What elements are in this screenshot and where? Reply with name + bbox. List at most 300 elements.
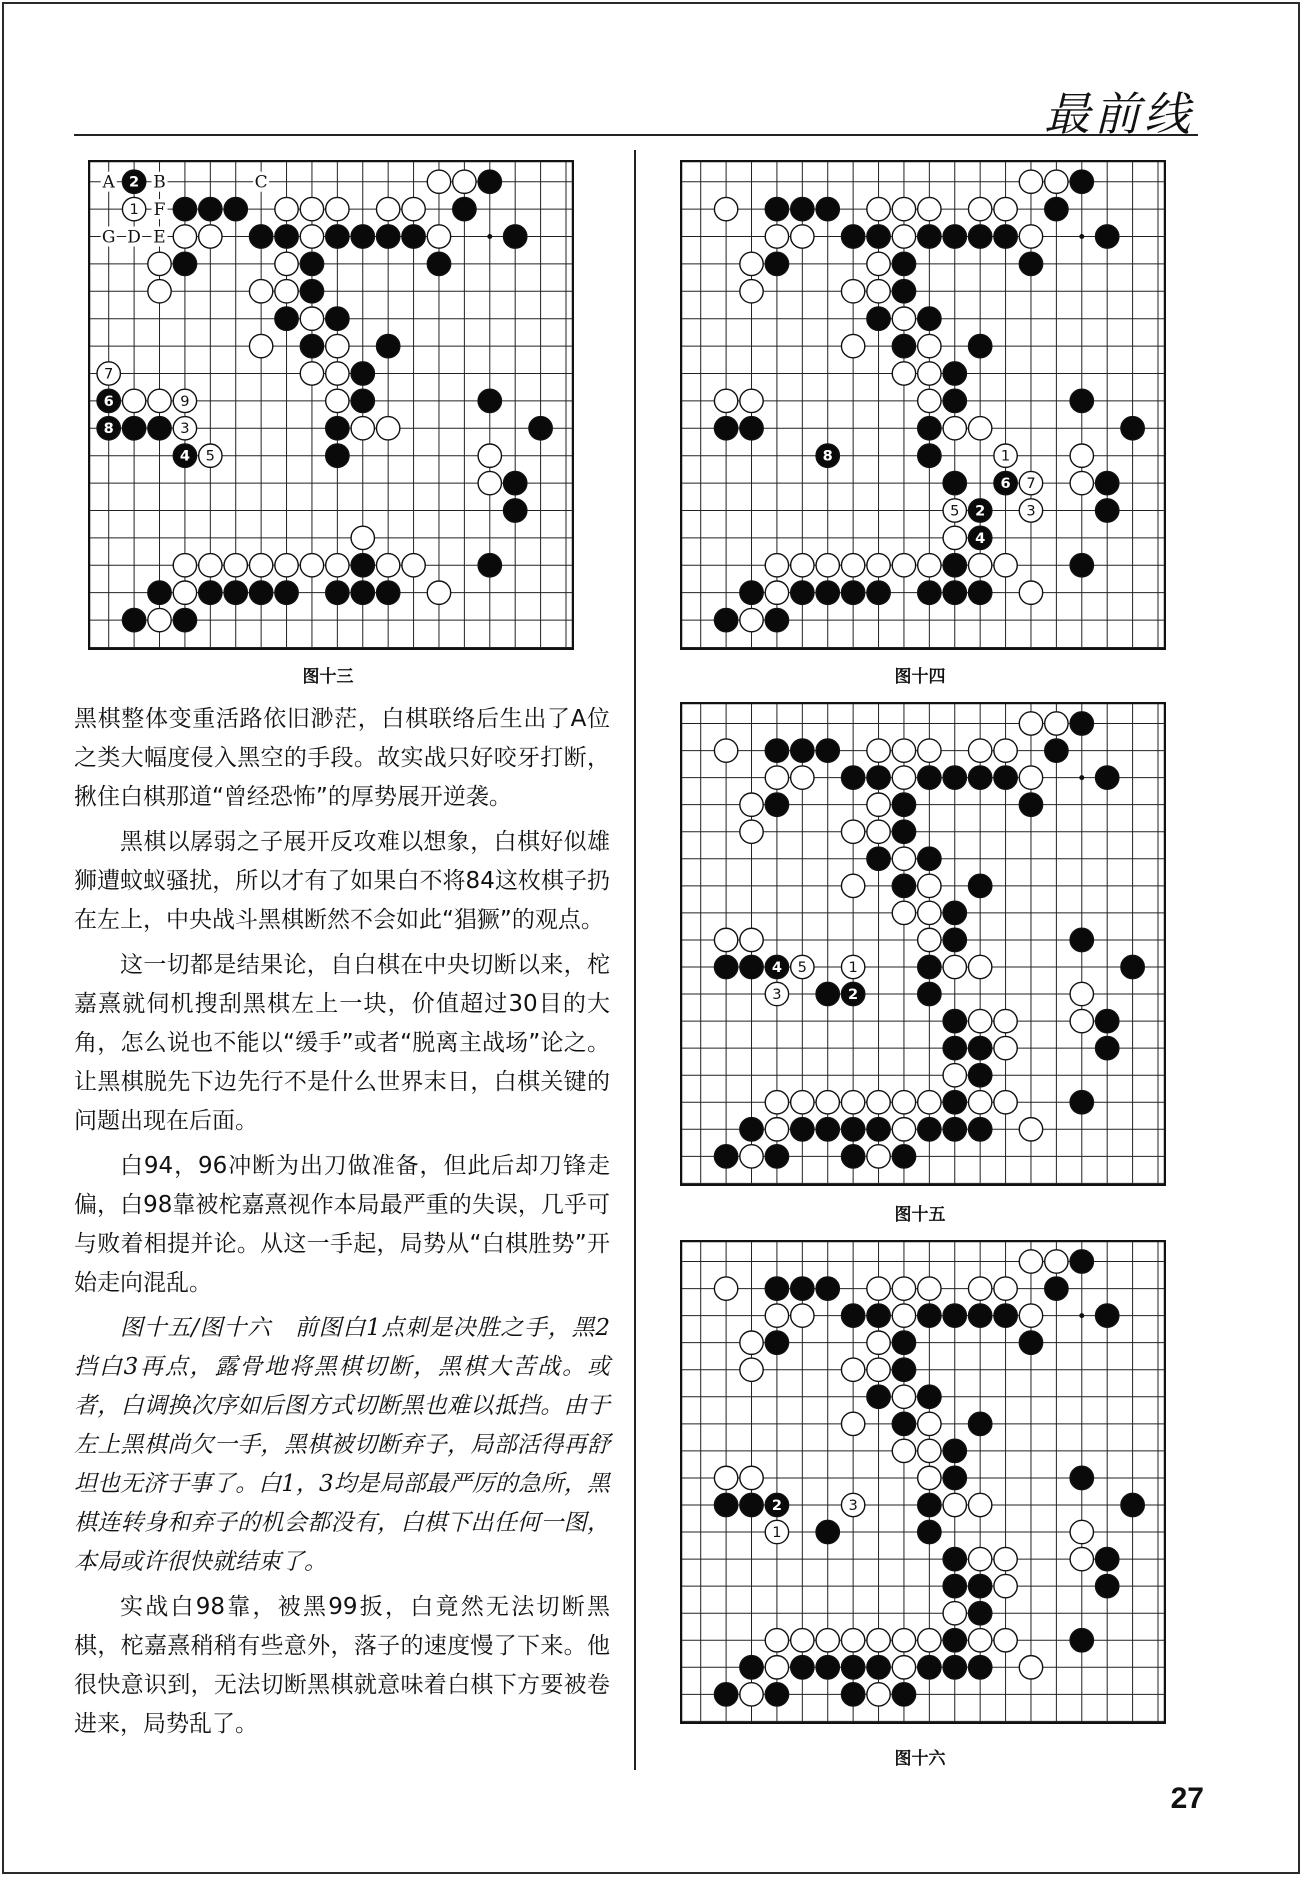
article-body xyxy=(74,700,610,1750)
black-stone xyxy=(714,417,737,440)
white-stone xyxy=(1070,982,1093,1005)
black-stone xyxy=(816,739,839,762)
move-number-label: 1 xyxy=(1000,447,1011,465)
black-stone xyxy=(892,1358,915,1381)
white-stone xyxy=(994,1036,1017,1059)
white-stone xyxy=(841,1091,864,1114)
move-number-label: 4 xyxy=(975,529,986,547)
white-stone xyxy=(918,554,941,577)
move-number-label: 6 xyxy=(1000,474,1011,492)
black-stone xyxy=(326,307,349,330)
black-stone xyxy=(376,334,399,357)
black-stone xyxy=(816,581,839,604)
white-stone xyxy=(249,554,272,577)
white-stone xyxy=(943,1064,966,1087)
white-stone xyxy=(867,1145,890,1168)
point-letter-label: D xyxy=(127,227,141,248)
black-stone xyxy=(300,280,323,303)
black-stone xyxy=(943,362,966,385)
black-stone xyxy=(943,928,966,951)
black-stone xyxy=(867,1385,890,1408)
black-stone xyxy=(867,307,890,330)
black-stone xyxy=(148,417,171,440)
white-stone xyxy=(791,1304,814,1327)
black-stone xyxy=(816,1277,839,1300)
white-stone xyxy=(1019,225,1042,248)
black-stone xyxy=(326,417,349,440)
black-stone xyxy=(918,307,941,330)
black-stone xyxy=(892,334,915,357)
black-stone xyxy=(300,252,323,275)
black-stone xyxy=(892,874,915,897)
black-stone xyxy=(224,197,247,220)
black-stone xyxy=(1096,499,1119,522)
white-stone xyxy=(892,554,915,577)
white-stone xyxy=(791,554,814,577)
black-stone xyxy=(1070,389,1093,412)
black-stone xyxy=(478,389,501,412)
white-stone xyxy=(918,874,941,897)
black-stone xyxy=(918,417,941,440)
white-stone xyxy=(478,444,501,467)
black-stone xyxy=(1070,1250,1093,1273)
white-stone xyxy=(1070,471,1093,494)
black-stone xyxy=(943,1547,966,1570)
black-stone xyxy=(841,1656,864,1679)
black-stone xyxy=(402,225,425,248)
white-stone xyxy=(867,1629,890,1652)
white-stone xyxy=(968,1091,991,1114)
white-stone xyxy=(841,1358,864,1381)
black-stone xyxy=(943,1304,966,1327)
black-stone xyxy=(943,554,966,577)
black-stone xyxy=(427,252,450,275)
white-stone xyxy=(867,252,890,275)
white-stone xyxy=(173,581,196,604)
black-stone xyxy=(765,1331,788,1354)
black-stone xyxy=(943,225,966,248)
black-stone xyxy=(943,1118,966,1141)
white-stone xyxy=(275,280,298,303)
black-stone xyxy=(892,1331,915,1354)
white-stone xyxy=(968,1493,991,1516)
black-stone xyxy=(918,982,941,1005)
black-stone xyxy=(326,225,349,248)
white-stone xyxy=(275,197,298,220)
black-stone xyxy=(968,766,991,789)
black-stone xyxy=(918,225,941,248)
black-stone xyxy=(841,225,864,248)
white-stone xyxy=(968,1629,991,1652)
black-stone xyxy=(765,197,788,220)
black-stone xyxy=(122,608,145,631)
black-stone xyxy=(1096,471,1119,494)
black-stone xyxy=(173,608,196,631)
white-stone xyxy=(791,766,814,789)
move-number-label: 1 xyxy=(129,201,139,219)
black-stone xyxy=(765,793,788,816)
white-stone xyxy=(918,901,941,924)
white-stone xyxy=(765,766,788,789)
white-stone xyxy=(275,554,298,577)
white-stone xyxy=(326,334,349,357)
white-stone xyxy=(300,197,323,220)
black-stone xyxy=(1070,1091,1093,1114)
white-stone xyxy=(1019,712,1042,735)
black-stone xyxy=(740,1493,763,1516)
white-stone xyxy=(841,334,864,357)
black-stone xyxy=(968,1118,991,1141)
white-stone xyxy=(892,1656,915,1679)
black-stone xyxy=(504,499,527,522)
star-point xyxy=(1079,775,1084,780)
white-stone xyxy=(1070,444,1093,467)
white-stone xyxy=(714,197,737,220)
go-board-figure-16 xyxy=(680,1240,1166,1724)
black-stone xyxy=(1121,417,1144,440)
black-stone xyxy=(714,1683,737,1706)
white-stone xyxy=(892,1385,915,1408)
black-stone xyxy=(740,1118,763,1141)
black-stone xyxy=(918,847,941,870)
white-stone xyxy=(892,739,915,762)
white-stone xyxy=(841,820,864,843)
black-stone xyxy=(504,225,527,248)
white-stone xyxy=(376,197,399,220)
white-stone xyxy=(968,554,991,577)
white-stone xyxy=(402,554,425,577)
move-number-label: 5 xyxy=(797,958,807,976)
black-stone xyxy=(351,581,374,604)
white-stone xyxy=(714,928,737,951)
white-stone xyxy=(740,252,763,275)
move-number-label: 3 xyxy=(1026,502,1036,520)
white-stone xyxy=(199,554,222,577)
white-stone xyxy=(300,554,323,577)
black-stone xyxy=(841,1683,864,1706)
white-stone xyxy=(1019,1118,1042,1141)
move-number-label: 1 xyxy=(772,1523,782,1541)
black-stone xyxy=(275,225,298,248)
black-stone xyxy=(892,280,915,303)
white-stone xyxy=(714,739,737,762)
white-stone xyxy=(427,225,450,248)
white-stone xyxy=(994,739,1017,762)
white-stone xyxy=(867,197,890,220)
white-stone xyxy=(943,526,966,549)
black-stone xyxy=(943,766,966,789)
black-stone xyxy=(1096,1574,1119,1597)
black-stone xyxy=(968,1412,991,1435)
black-stone xyxy=(791,197,814,220)
black-stone xyxy=(867,1118,890,1141)
white-stone xyxy=(765,1118,788,1141)
white-stone xyxy=(918,739,941,762)
white-stone xyxy=(918,197,941,220)
move-number-label: 3 xyxy=(180,420,190,438)
black-stone xyxy=(148,581,171,604)
white-stone xyxy=(994,1091,1017,1114)
black-stone xyxy=(968,1574,991,1597)
black-stone xyxy=(714,955,737,978)
black-stone xyxy=(765,1683,788,1706)
black-stone xyxy=(1070,554,1093,577)
black-stone xyxy=(994,1304,1017,1327)
white-stone xyxy=(994,554,1017,577)
white-stone xyxy=(892,307,915,330)
black-stone xyxy=(199,197,222,220)
black-stone xyxy=(943,901,966,924)
move-number-label: 2 xyxy=(771,1496,782,1514)
move-number-label: 3 xyxy=(848,1496,858,1514)
black-stone xyxy=(199,581,222,604)
white-stone xyxy=(1070,1520,1093,1543)
white-stone xyxy=(351,526,374,549)
black-stone xyxy=(968,581,991,604)
move-number-label: 9 xyxy=(180,392,190,410)
white-stone xyxy=(867,820,890,843)
black-stone xyxy=(816,197,839,220)
white-stone xyxy=(1070,1009,1093,1032)
figure-15-caption: 图十五 xyxy=(894,1205,946,1225)
black-stone xyxy=(478,170,501,193)
black-stone xyxy=(714,1493,737,1516)
white-stone xyxy=(994,1547,1017,1570)
black-stone xyxy=(351,225,374,248)
black-stone xyxy=(918,1304,941,1327)
black-stone xyxy=(1121,1493,1144,1516)
white-stone xyxy=(765,581,788,604)
black-stone xyxy=(943,389,966,412)
black-stone xyxy=(918,1520,941,1543)
white-stone xyxy=(867,793,890,816)
white-stone xyxy=(714,389,737,412)
white-stone xyxy=(740,389,763,412)
white-stone xyxy=(918,334,941,357)
black-stone xyxy=(816,1520,839,1543)
black-stone xyxy=(765,608,788,631)
black-stone xyxy=(1019,1331,1042,1354)
white-stone xyxy=(892,1629,915,1652)
white-stone xyxy=(1045,712,1068,735)
white-stone xyxy=(326,389,349,412)
black-stone xyxy=(968,334,991,357)
white-stone xyxy=(300,225,323,248)
point-letter-label: A xyxy=(102,172,115,193)
black-stone xyxy=(867,225,890,248)
black-stone xyxy=(816,1118,839,1141)
white-stone xyxy=(892,197,915,220)
white-stone xyxy=(249,334,272,357)
white-stone xyxy=(892,1091,915,1114)
black-stone xyxy=(918,581,941,604)
move-number-label: 8 xyxy=(822,447,833,465)
white-stone xyxy=(892,1304,915,1327)
white-stone xyxy=(427,170,450,193)
white-stone xyxy=(943,1602,966,1625)
black-stone xyxy=(740,581,763,604)
white-stone xyxy=(740,1466,763,1489)
black-stone xyxy=(765,1145,788,1168)
move-number-label: 7 xyxy=(1026,474,1036,492)
black-stone xyxy=(943,1439,966,1462)
white-stone xyxy=(892,1439,915,1462)
black-stone xyxy=(326,444,349,467)
black-stone xyxy=(791,581,814,604)
white-stone xyxy=(892,1277,915,1300)
black-stone xyxy=(376,225,399,248)
white-stone xyxy=(918,1629,941,1652)
black-stone xyxy=(918,444,941,467)
black-stone xyxy=(714,608,737,631)
page-number: 27 xyxy=(1170,1782,1204,1815)
black-stone xyxy=(968,1304,991,1327)
white-stone xyxy=(740,928,763,951)
white-stone xyxy=(326,554,349,577)
white-stone xyxy=(1019,1250,1042,1273)
white-stone xyxy=(841,554,864,577)
black-stone xyxy=(994,225,1017,248)
header-title: 最前线 xyxy=(1044,87,1194,141)
white-stone xyxy=(714,1466,737,1489)
white-stone xyxy=(765,554,788,577)
black-stone xyxy=(1070,170,1093,193)
black-stone xyxy=(326,581,349,604)
black-stone xyxy=(968,874,991,897)
figure-13-caption: 图十三 xyxy=(302,667,354,687)
black-stone xyxy=(1096,1547,1119,1570)
black-stone xyxy=(918,1493,941,1516)
white-stone xyxy=(714,1277,737,1300)
black-stone xyxy=(740,955,763,978)
white-stone xyxy=(148,280,171,303)
white-stone xyxy=(943,417,966,440)
white-stone xyxy=(122,389,145,412)
black-stone xyxy=(1045,1277,1068,1300)
black-stone xyxy=(892,1145,915,1168)
white-stone xyxy=(918,1466,941,1489)
white-stone xyxy=(918,928,941,951)
black-stone xyxy=(816,982,839,1005)
black-stone xyxy=(351,554,374,577)
white-stone xyxy=(740,1331,763,1354)
point-letter-label: G xyxy=(101,227,116,248)
white-stone xyxy=(968,955,991,978)
white-stone xyxy=(148,389,171,412)
black-stone xyxy=(867,847,890,870)
black-stone xyxy=(943,471,966,494)
paragraph: 白94，96冲断为出刀做准备，但此后却刀锋走偏，白98靠被柁嘉熹视作本局最严重的失误，几乎可与败着相提并论。从这一手起，局势从“白棋胜势”开始走向混乱。 xyxy=(74,1153,610,1296)
black-stone xyxy=(918,1385,941,1408)
black-stone xyxy=(943,1009,966,1032)
move-number-label: 1 xyxy=(848,958,858,976)
black-stone xyxy=(275,307,298,330)
black-stone xyxy=(994,766,1017,789)
black-stone xyxy=(740,417,763,440)
paragraph: 这一切都是结果论，自白棋在中央切断以来，柁嘉熹就伺机搜刮黑棋左上一块，价值超过30目的大角，怎么说也不能以“缓手”或者“脱离主战场”论之。让黑棋脱先下边先行不是什么世界末日，白棋关键的问题出现在后面。 xyxy=(74,952,610,1134)
black-stone xyxy=(918,1118,941,1141)
white-stone xyxy=(816,1091,839,1114)
white-stone xyxy=(765,225,788,248)
white-stone xyxy=(994,1574,1017,1597)
white-stone xyxy=(918,1091,941,1114)
white-stone xyxy=(841,1412,864,1435)
black-stone xyxy=(478,554,501,577)
white-stone xyxy=(351,417,374,440)
black-stone xyxy=(351,389,374,412)
white-stone xyxy=(376,554,399,577)
white-stone xyxy=(1019,581,1042,604)
white-stone xyxy=(968,1547,991,1570)
move-number-label: 2 xyxy=(975,502,986,520)
black-stone xyxy=(1019,252,1042,275)
white-stone xyxy=(867,739,890,762)
black-stone xyxy=(740,1656,763,1679)
black-stone xyxy=(1070,712,1093,735)
white-stone xyxy=(326,362,349,385)
black-stone xyxy=(841,1118,864,1141)
white-stone xyxy=(892,847,915,870)
white-stone xyxy=(918,362,941,385)
white-stone xyxy=(791,1629,814,1652)
white-stone xyxy=(968,417,991,440)
white-stone xyxy=(173,225,196,248)
black-stone xyxy=(892,793,915,816)
black-stone xyxy=(791,1277,814,1300)
white-stone xyxy=(478,471,501,494)
black-stone xyxy=(376,581,399,604)
black-stone xyxy=(300,334,323,357)
black-stone xyxy=(968,1036,991,1059)
black-stone xyxy=(918,955,941,978)
black-stone xyxy=(892,252,915,275)
black-stone xyxy=(173,197,196,220)
move-number-label: 7 xyxy=(104,365,114,383)
black-stone xyxy=(1019,793,1042,816)
point-letter-label: F xyxy=(153,200,166,221)
white-stone xyxy=(300,362,323,385)
white-stone xyxy=(918,1412,941,1435)
black-stone xyxy=(791,1656,814,1679)
white-stone xyxy=(867,1277,890,1300)
white-stone xyxy=(943,1493,966,1516)
white-stone xyxy=(968,739,991,762)
black-stone xyxy=(867,1304,890,1327)
black-stone xyxy=(504,471,527,494)
black-stone xyxy=(867,1656,890,1679)
white-stone xyxy=(892,1118,915,1141)
white-stone xyxy=(968,1009,991,1032)
white-stone xyxy=(892,225,915,248)
header-rule xyxy=(74,134,1198,136)
white-stone xyxy=(326,197,349,220)
black-stone xyxy=(1070,928,1093,951)
white-stone xyxy=(173,554,196,577)
white-stone xyxy=(994,1277,1017,1300)
black-stone xyxy=(1096,1009,1119,1032)
black-stone xyxy=(1096,225,1119,248)
black-stone xyxy=(968,1602,991,1625)
black-stone xyxy=(224,581,247,604)
white-stone xyxy=(867,1358,890,1381)
black-stone xyxy=(1045,739,1068,762)
white-stone xyxy=(765,1656,788,1679)
paragraph-commentary: 图十五/图十六 前图白1点刺是决胜之手，黑2挡白3再点，露骨地将黑棋切断，黑棋大苦战。或者，白调换次序如后图方式切断黑也难以抵挡。由于左上黑棋尚欠一手，黑棋被切断弃子，局部活得再舒坦也无济于事了。白1，3均是局部最严厉的急所，黑棋连转身和弃子的机会都没有，白棋下出任何一图，本局或许很快就结束了。 xyxy=(74,1315,610,1575)
black-stone xyxy=(943,1466,966,1489)
white-stone xyxy=(892,901,915,924)
white-stone xyxy=(402,197,425,220)
white-stone xyxy=(1070,1547,1093,1570)
